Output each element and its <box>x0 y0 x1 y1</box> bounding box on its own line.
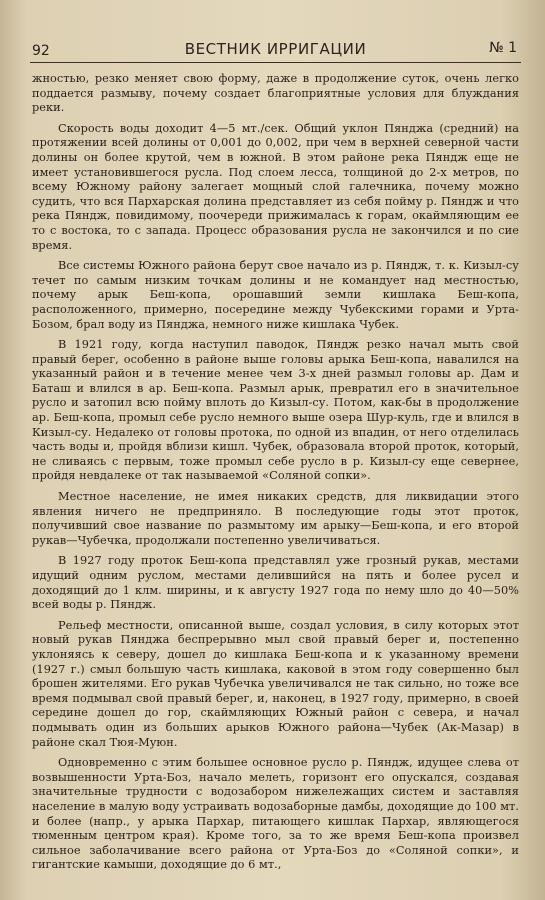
journal-title: ВЕСТНИК ИРРИГАЦИИ <box>184 40 367 58</box>
paragraph: Одновременно с этим большее основное русло р. Пяндж, идущее слева от возвышенности Урта-Боз, начало мелеть, горизонт его опускался, создавая значительные трудности с водозабором нижележащих систем и заставляя население в малую воду устраивать водозаборные дамбы, доходящие до 100 мт. и более (напр., у арыка Пархар, питающего кишлак Пархар, являющегося тюменным центром края). Кроме того, за то же время Беш-копа произвел сильное заболачивание всего района от Урта-Боз до «Соляной сопки», и гигантские камыши, доходящие до 6 мт., <box>32 756 519 872</box>
paragraph: Скорость воды доходит 4—5 мт./сек. Общий уклон Пянджа (средний) на протяжении всей долины от 0,001 до 0,002, при чем в верхней северной части долины он более крутой, чем в южной. В этом районе река Пяндж еще не имеет установившегося русла. Под слоем лесса, толщиной до 2-х метров, по всему Южному району залегает мощный слой галечника, почему можно судить, что вся Пархарская долина представляет из себя пойму р. Пяндж и что река Пяндж, повидимому, поочереди прижималась к горам, окаймляющим ее то с востока, то с запада. Процесс образования русла не закончился и по сие время. <box>32 121 519 252</box>
page-number: 92 <box>32 43 50 59</box>
page-header <box>30 36 521 63</box>
paragraph: Рельеф местности, описанной выше, создал условия, в силу которых этот новый рукав Пянджа беспрерывно мыл свой правый берег и, постепенно уклоняясь к северу, дошел до кишлака Беш-копа и к указанному времени (1927 г.) смыл большую часть кишлака, каковой в этом году совершенно был брошен жителями. Его рукав Чубечка увеличивался не так сильно, но тоже все время подмывал свой правый берег, и, наконец, в 1927 году, примерно, в своей середине дошел до гор, скаймляющих Южный район с севера, и начал подмывать один из больших арыков Южного района—Чубек (Ак-Мазар) в районе скал Тюя-Муюн. <box>32 618 519 749</box>
article-body <box>32 72 519 879</box>
issue-number: № 1 <box>489 40 517 56</box>
paragraph: Местное население, не имея никаких средств, для ликвидации этого явления ничего не предприняло. В последующие годы этот проток, получивший свое название по размытому им арыку—Беш-копа, и его второй рукав—Чубечка, продолжали постепенно увеличиваться. <box>32 490 519 547</box>
paragraph: В 1927 году проток Беш-копа представлял уже грозный рукав, местами идущий одним руслом, местами делившийся на пять и более русел и доходящий до 1 клм. ширины, и к августу 1927 года по нему шло до 40—50% всей воды р. Пяндж. <box>32 554 519 612</box>
paragraph: жностью, резко меняет свою форму, даже в продолжение суток, очень легко поддается размыву, почему создает благоприятные условия для блуждания реки. <box>32 72 519 115</box>
paragraph: Все системы Южного района берут свое начало из р. Пяндж, т. к. Кизыл-су течет по самым низким точкам долины и не командует над местностью, почему арык Беш-копа, орошавший земли кишлака Беш-копа, расположенного, примерно, посередине между Чубекскими горами и Урта-Бозом, брал воду из Пянджа, немного ниже кишлака Чубек. <box>32 259 519 331</box>
paragraph: В 1921 году, когда наступил паводок, Пяндж резко начал мыть свой правый берег, особенно в районе выше головы арыка Беш-копа, навалился на указанный район и в течение менее чем 3-х дней размыл головы ар. Дам и Баташ и влился в ар. Беш-копа. Размыл арык, превратил его в значительное русло и затопил всю пойму вплоть до Кизыл-су. Потом, как-бы в продолжение ар. Беш-копа, промыл себе русло немного выше озера Шур-куль, где и влился в Кизыл-су. Недалеко от головы протока, по одной из впадин, от него отделилась часть воды и, пройдя вблизи кишл. Чубек, образовала второй проток, который, не сливаясь с первым, тоже промыл себе русло в р. Кизыл-су еще севернее, пройдя невдалеке от так называемой «Соляной сопки». <box>32 338 519 483</box>
